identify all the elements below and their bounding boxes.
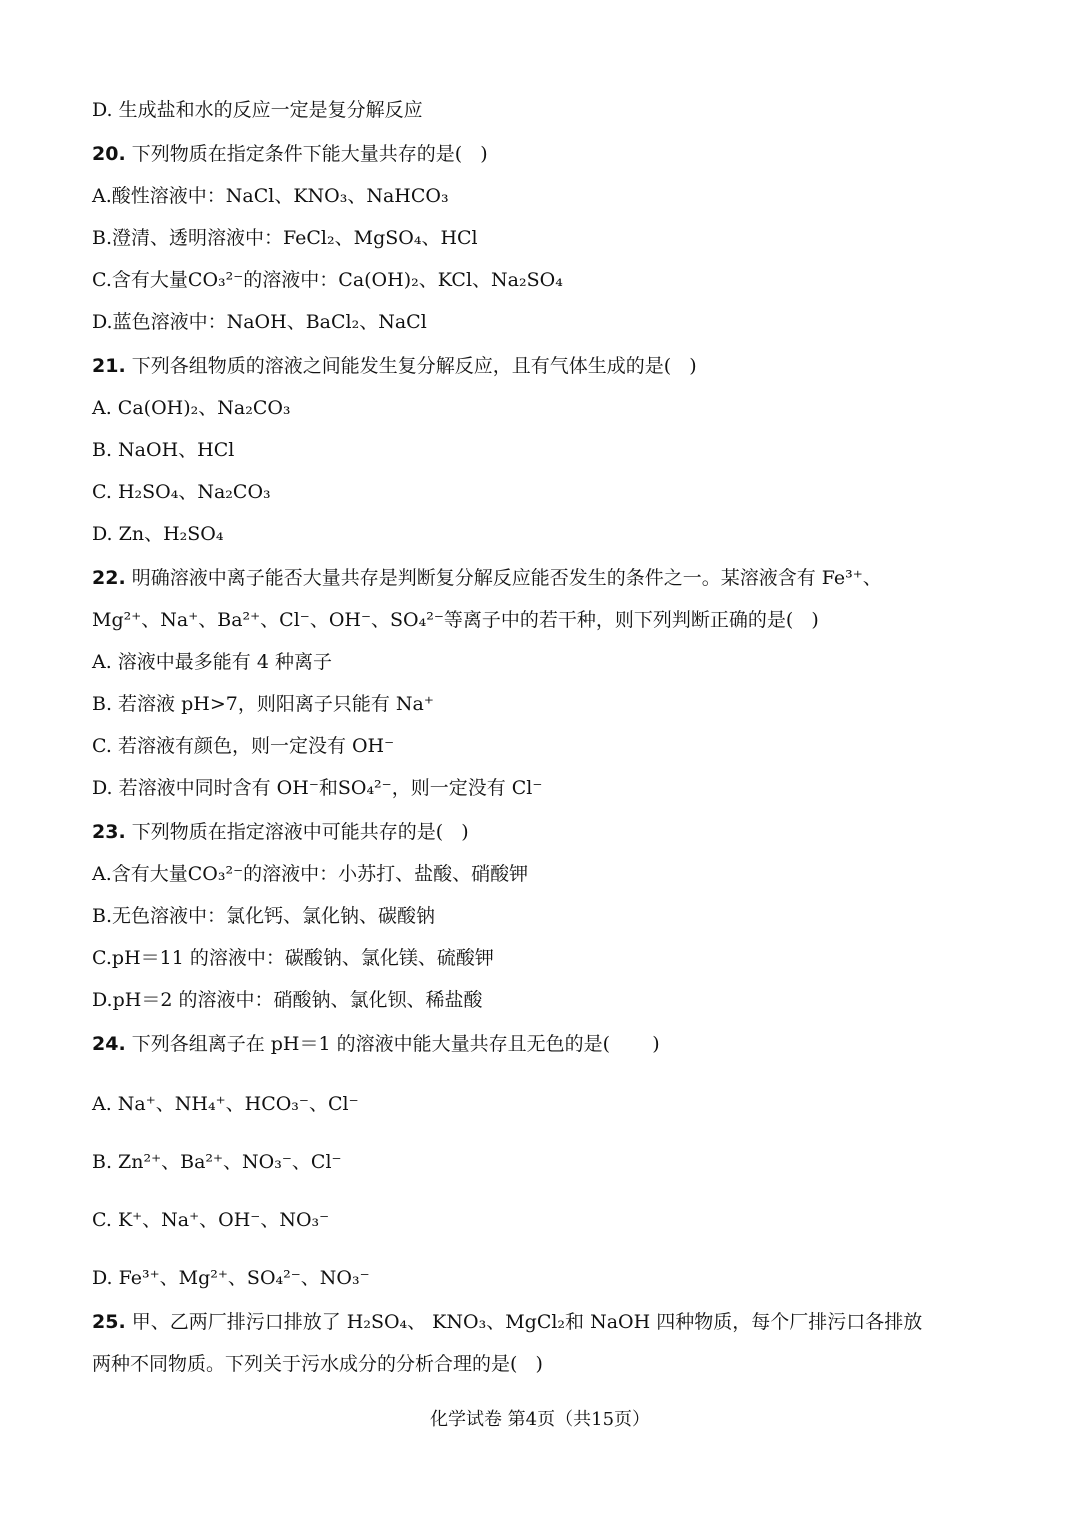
text-line — [92, 988, 482, 1012]
line-text: 明确溶液中离子能否大量共存是判断复分解反应能否发生的条件之一。某溶液含有 Fe³⁺、 — [125, 567, 882, 589]
line-text: B.无色溶液中：氯化钙、氯化钠、碳酸钠 — [92, 905, 436, 927]
text-line — [92, 904, 435, 928]
line-text: 两种不同物质。下列关于污水成分的分析合理的是( ) — [92, 1353, 543, 1375]
text-line — [92, 650, 332, 674]
text-line — [92, 310, 427, 334]
line-text: A. Na⁺、NH₄⁺、HCO₃⁻、Cl⁻ — [92, 1093, 359, 1115]
line-text: D. 生成盐和水的反应一定是复分解反应 — [92, 99, 423, 121]
line-text: B.澄清、透明溶液中：FeCl₂、MgSO₄、HCl — [92, 227, 478, 249]
text-line — [92, 1092, 359, 1116]
text-line — [92, 268, 563, 292]
line-text: C.含有大量CO₃²⁻的溶液中：Ca(OH)₂、KCl、Na₂SO₄ — [92, 269, 563, 291]
line-text: C.pH＝11 的溶液中：碳酸钠、氯化镁、硫酸钾 — [92, 947, 494, 969]
text-line — [92, 734, 394, 758]
question-line — [92, 566, 882, 590]
line-text: Mg²⁺、Na⁺、Ba²⁺、Cl⁻、OH⁻、SO₄²⁻等离子中的若干种，则下列判断正确的是( ) — [92, 609, 819, 631]
line-text: D.蓝色溶液中：NaOH、BaCl₂、NaCl — [92, 311, 427, 333]
text-line — [92, 226, 478, 250]
question-number: 20. — [92, 143, 126, 165]
question-line — [92, 1310, 922, 1334]
line-text: C. K⁺、Na⁺、OH⁻、NO₃⁻ — [92, 1209, 330, 1231]
question-number: 25. — [92, 1311, 126, 1333]
question-number: 24. — [92, 1033, 126, 1055]
line-text: D. Zn、H₂SO₄ — [92, 523, 224, 545]
line-text: D.pH＝2 的溶液中：硝酸钠、氯化钡、稀盐酸 — [92, 989, 483, 1011]
text-line — [92, 1352, 543, 1376]
line-text: B. 若溶液 pH>7，则阳离子只能有 Na⁺ — [92, 693, 434, 715]
text-line — [92, 438, 234, 462]
line-text: 下列各组物质的溶液之间能发生复分解反应，且有气体生成的是( ) — [125, 355, 697, 377]
line-text: B. Zn²⁺、Ba²⁺、NO₃⁻、Cl⁻ — [92, 1151, 342, 1173]
text-line — [92, 522, 223, 546]
text-line — [92, 480, 271, 504]
line-text: 下列物质在指定溶液中可能共存的是( ) — [125, 821, 469, 843]
page-footer: 化学试卷 第4页（共15页） — [429, 1409, 651, 1430]
line-text: C. H₂SO₄、Na₂CO₃ — [92, 481, 271, 503]
question-line — [92, 820, 469, 844]
text-line — [92, 1208, 329, 1232]
line-text: A. 溶液中最多能有 4 种离子 — [92, 651, 332, 673]
question-line — [92, 354, 697, 378]
text-line — [92, 98, 423, 122]
question-line — [92, 142, 488, 166]
line-text: A.酸性溶液中：NaCl、KNO₃、NaHCO₃ — [92, 185, 449, 207]
line-text: A. Ca(OH)₂、Na₂CO₃ — [92, 397, 291, 419]
text-line — [92, 862, 528, 886]
text-line — [92, 184, 449, 208]
question-line — [92, 1032, 660, 1056]
text-line — [92, 608, 819, 632]
text-line — [92, 692, 434, 716]
question-number: 22. — [92, 567, 126, 589]
text-line — [92, 946, 494, 970]
line-text: 甲、乙两厂排污口排放了 H₂SO₄、 KNO₃、MgCl₂和 NaOH 四种物质，每个厂排污口各排放 — [125, 1311, 923, 1333]
text-line — [92, 1266, 370, 1290]
line-text: 下列各组离子在 pH＝1 的溶液中能大量共存且无色的是( ) — [125, 1033, 660, 1055]
text-line — [92, 396, 291, 420]
text-line — [92, 776, 542, 800]
question-number: 21. — [92, 355, 126, 377]
line-text: D. 若溶液中同时含有 OH⁻和SO₄²⁻，则一定没有 Cl⁻ — [92, 777, 543, 799]
question-number: 23. — [92, 821, 126, 843]
line-text: 下列物质在指定条件下能大量共存的是( ) — [125, 143, 488, 165]
line-text: C. 若溶液有颜色，则一定没有 OH⁻ — [92, 735, 395, 757]
line-text: A.含有大量CO₃²⁻的溶液中：小苏打、盐酸、硝酸钾 — [92, 863, 529, 885]
text-line — [92, 1150, 342, 1174]
line-text: B. NaOH、HCl — [92, 439, 235, 461]
line-text: D. Fe³⁺、Mg²⁺、SO₄²⁻、NO₃⁻ — [92, 1267, 370, 1289]
